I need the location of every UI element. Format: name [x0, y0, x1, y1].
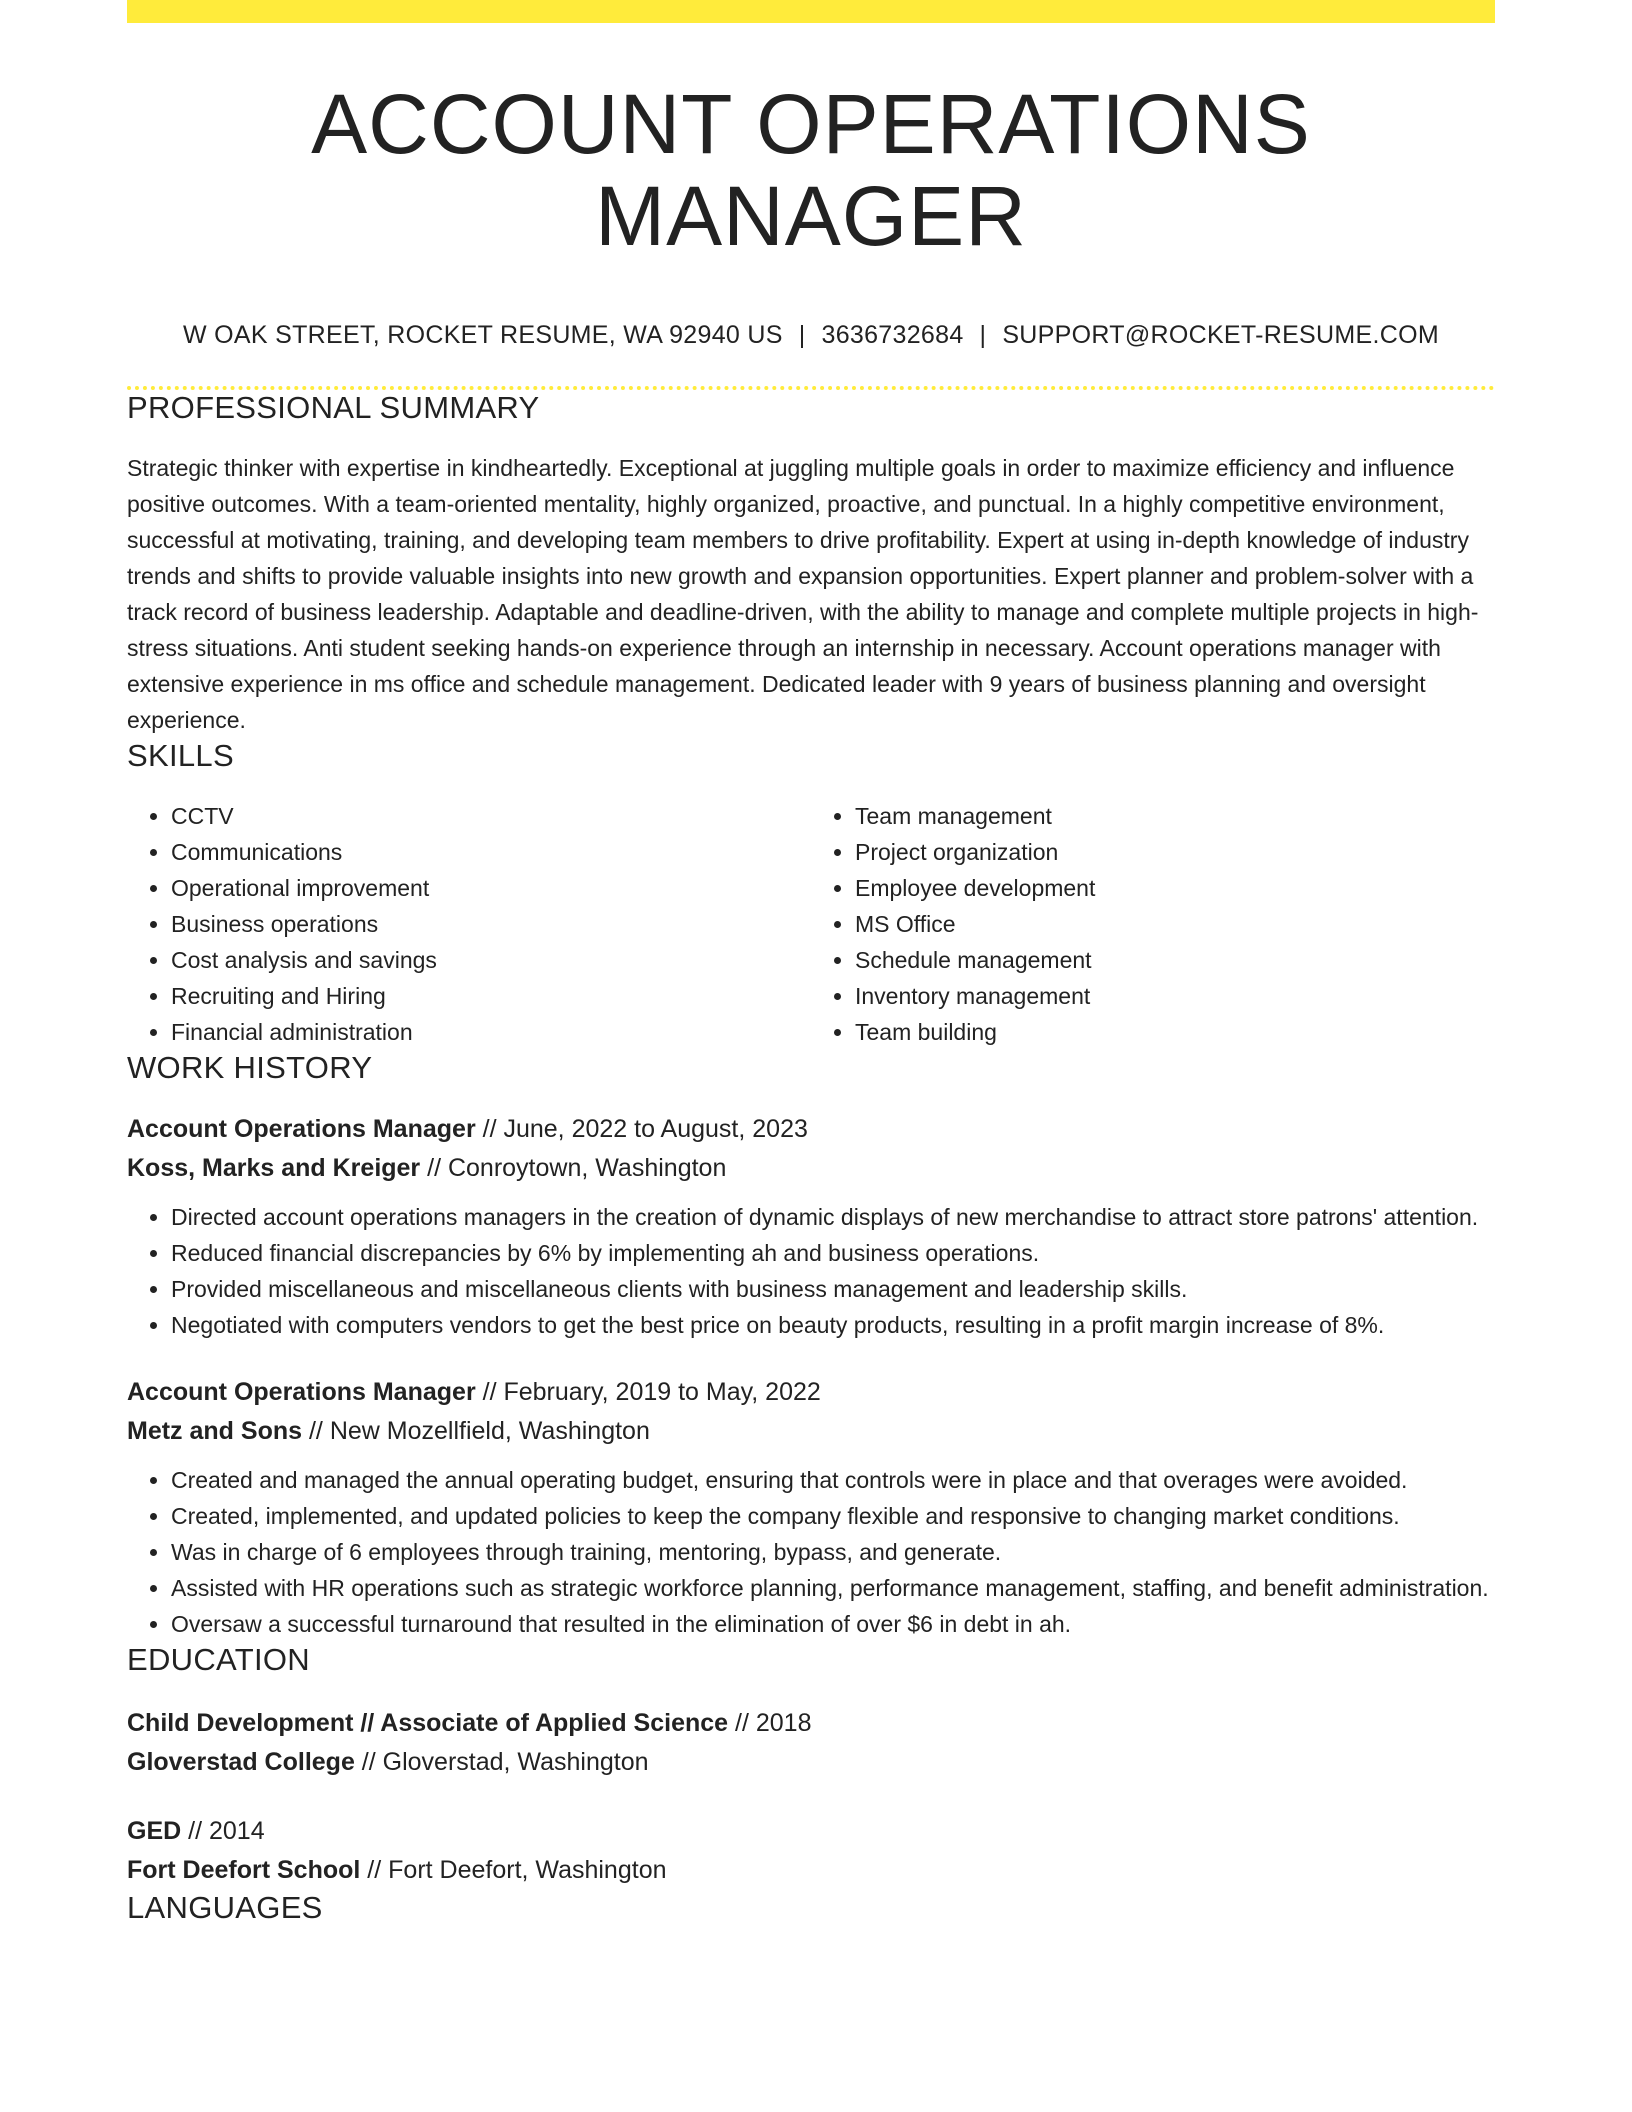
accent-top-bar [127, 0, 1495, 23]
job-bullet: • Created and managed the annual operating budget, ensuring that controls were in place and that overages were avoided. [171, 1462, 1495, 1498]
job-company: Koss, Marks and Kreiger [127, 1153, 421, 1182]
separator: // [354, 1747, 383, 1776]
job-bullet: • Negotiated with computers vendors to get the best price on beauty products, resulting in a profit margin increase of 8%. [171, 1307, 1495, 1343]
education-entry [127, 1704, 1495, 1782]
education-degree: GED [127, 1816, 182, 1845]
skill-item: • Recruiting and Hiring [171, 978, 811, 1014]
job-company-line [127, 1149, 1495, 1188]
skills-column-right [811, 798, 1495, 1050]
job-role: Account Operations Manager [127, 1114, 476, 1143]
job-bullet: • Provided miscellaneous and miscellaneous clients with business management and leadership skills. [171, 1271, 1495, 1307]
skill-item: • Team building [855, 1014, 1495, 1050]
separator: // [475, 1114, 504, 1143]
contact-separator: | [979, 320, 987, 349]
job-bullet: • Oversaw a successful turnaround that resulted in the elimination of over $6 in debt in ah. [171, 1606, 1495, 1642]
skill-item: • CCTV [171, 798, 811, 834]
skill-item: • Communications [171, 834, 811, 870]
education-school: Gloverstad College [127, 1747, 355, 1776]
education-degree-line [127, 1704, 1495, 1743]
resume-title: ACCOUNT OPERATIONS MANAGER [311, 77, 1311, 264]
job-bullet: • Was in charge of 6 employees through training, mentoring, bypass, and generate. [171, 1534, 1495, 1570]
job-bullet: • Directed account operations managers in the creation of dynamic displays of new merchandise to attract store patrons' attention. [171, 1199, 1495, 1235]
skills-list [127, 798, 1495, 1050]
job-role-line [127, 1110, 1495, 1149]
separator: // [475, 1377, 504, 1406]
education-school: Fort Deefort School [127, 1855, 361, 1884]
skill-item: • Business operations [171, 906, 811, 942]
job-entry [127, 1373, 1495, 1642]
separator: // [181, 1816, 209, 1845]
job-role: Account Operations Manager [127, 1377, 476, 1406]
skill-item: • Cost analysis and savings [171, 942, 811, 978]
job-location: New Mozellfield, Washington [329, 1416, 650, 1445]
job-bullets [127, 1462, 1495, 1642]
education-location: Gloverstad, Washington [382, 1747, 649, 1776]
separator: // [728, 1708, 756, 1737]
education-location: Fort Deefort, Washington [388, 1855, 667, 1884]
education-year: 2014 [208, 1816, 265, 1845]
job-location: Conroytown, Washington [447, 1153, 727, 1182]
contact-email: SUPPORT@ROCKET-RESUME.COM [1002, 320, 1439, 349]
job-dates: June, 2022 to August, 2023 [503, 1114, 808, 1143]
separator: // [360, 1855, 389, 1884]
education-heading: EDUCATION [127, 1641, 310, 1677]
education-school-line [127, 1851, 1495, 1890]
education-school-line [127, 1743, 1495, 1782]
contact-separator: | [798, 320, 806, 349]
contact-line [127, 321, 1495, 350]
education-degree-line [127, 1812, 1495, 1851]
work-history-heading: WORK HISTORY [127, 1049, 373, 1085]
skill-item: • Inventory management [855, 978, 1495, 1014]
skill-item: • Employee development [855, 870, 1495, 906]
languages-heading: LANGUAGES [127, 1889, 323, 1925]
job-company: Metz and Sons [127, 1416, 303, 1445]
contact-address: W OAK STREET, ROCKET RESUME, WA 92940 US [183, 320, 783, 349]
job-bullet: • Assisted with HR operations such as strategic workforce planning, performance management, staffing, and benefit administration. [171, 1570, 1495, 1606]
resume-content [127, 23, 1495, 1926]
skill-item: • Project organization [855, 834, 1495, 870]
job-role-line [127, 1373, 1495, 1412]
skill-item: • Financial administration [171, 1014, 811, 1050]
skill-item: • Team management [855, 798, 1495, 834]
education-year: 2018 [755, 1708, 812, 1737]
education-entry [127, 1812, 1495, 1890]
skill-item: • Operational improvement [171, 870, 811, 906]
skill-item: • MS Office [855, 906, 1495, 942]
education-degree: Child Development // Associate of Applied Science [127, 1708, 729, 1737]
contact-phone: 3636732684 [821, 320, 964, 349]
job-entry [127, 1110, 1495, 1343]
skills-heading: SKILLS [127, 737, 234, 773]
skill-item: • Schedule management [855, 942, 1495, 978]
separator: // [302, 1416, 330, 1445]
summary-heading: PROFESSIONAL SUMMARY [127, 389, 540, 425]
job-bullets [127, 1199, 1495, 1343]
job-dates: February, 2019 to May, 2022 [503, 1377, 821, 1406]
summary-text: Strategic thinker with expertise in kindheartedly. Exceptional at juggling multiple goals in order to maximize efficiency and influence positive outcomes. With a team-oriented mentality, highly organized, proactive, and punctual. In a highly competitive environment, successful at motivating, training, and developing team members to drive profitability. Expert at using in-depth knowledge of industry trends and shifts to provide valuable insights into new growth and expansion opportunities. Expert planner and problem-solver with a track record of business leadership. Adaptable and deadline-driven, with the ability to manage and complete multiple projects in high-stress situations. Anti student seeking hands-on experience through an internship in necessary. Account operations manager with extensive experience in ms office and schedule management. Dedicated leader with 9 years of business planning and oversight experience. [127, 454, 1479, 733]
job-company-line [127, 1412, 1495, 1451]
separator: // [420, 1153, 448, 1182]
job-bullet: • Reduced financial discrepancies by 6% by implementing ah and business operations. [171, 1235, 1495, 1271]
skills-column-left [127, 798, 811, 1050]
job-bullet: • Created, implemented, and updated policies to keep the company flexible and responsive to changing market conditions. [171, 1498, 1495, 1534]
